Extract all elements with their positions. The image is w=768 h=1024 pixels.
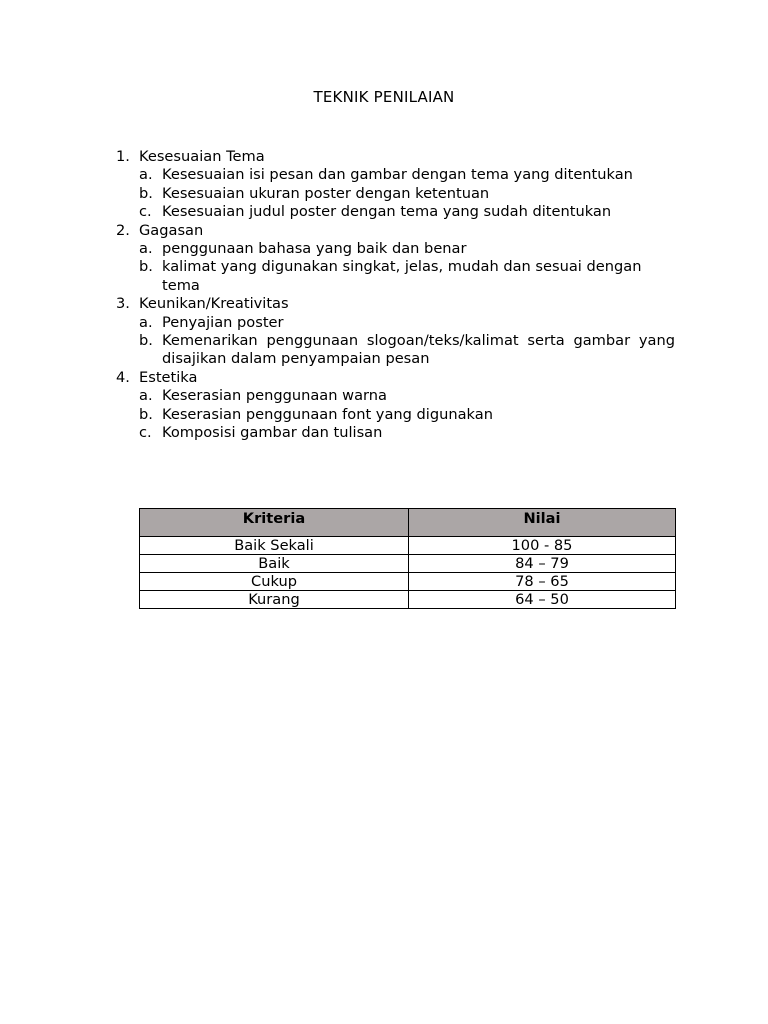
criterion-label: Kesesuaian Tema — [139, 148, 265, 165]
subitem-letter: c. — [139, 203, 152, 221]
criterion-subitem — [116, 387, 675, 405]
criterion-subitem — [116, 314, 675, 332]
table-header-row — [140, 509, 676, 537]
score-table-container — [139, 508, 675, 609]
subitem-letter: c. — [139, 424, 152, 442]
subitem-text: Kesesuaian isi pesan dan gambar dengan tema yang ditentukan — [162, 166, 633, 184]
criterion-subitem — [116, 203, 675, 221]
table-row — [140, 555, 676, 573]
criterion-label: Keunikan/Kreativitas — [139, 295, 289, 313]
subitem-text: Keserasian penggunaan warna — [162, 387, 387, 405]
subitem-letter: a. — [139, 313, 153, 331]
page-title: TEKNIK PENILAIAN — [313, 88, 455, 106]
criteria-list — [116, 148, 675, 443]
table-cell-nilai: 100 - 85 — [409, 537, 676, 555]
criterion-label: Estetika — [139, 368, 198, 386]
subitem-text: Kesesuaian ukuran poster dengan ketentuan — [162, 184, 490, 202]
subitem-letter: a. — [139, 387, 153, 405]
table-cell-kriteria: Baik Sekali — [140, 537, 409, 555]
table-cell-kriteria: Baik — [140, 555, 409, 573]
criterion-number: 2. — [116, 221, 130, 239]
table-cell-nilai: 64 – 50 — [409, 591, 676, 609]
table-header-nilai: Nilai — [409, 509, 676, 537]
criterion-item — [116, 295, 675, 313]
criterion-subitem — [116, 258, 675, 295]
criterion-subitem — [116, 166, 675, 184]
table-cell-kriteria: Kurang — [140, 591, 409, 609]
subitem-letter: a. — [139, 240, 153, 258]
criterion-subitem — [116, 185, 675, 203]
criterion-number: 4. — [116, 368, 130, 386]
subitem-letter: b. — [139, 405, 153, 423]
score-table — [139, 508, 676, 609]
criterion-item — [116, 222, 675, 240]
criterion-subitem — [116, 240, 675, 258]
subitem-text: Kesesuaian judul poster dengan tema yang sudah ditentukan — [162, 203, 612, 221]
subitem-letter: b. — [139, 332, 153, 350]
table-row — [140, 573, 676, 591]
criterion-item — [116, 369, 675, 387]
criterion-number: 3. — [116, 295, 130, 313]
subitem-text: Komposisi gambar dan tulisan — [162, 424, 383, 442]
subitem-text: Kemenarikan penggunaan slogoan/teks/kalimat serta gambar yang disajikan dalam penyampaian pesan — [162, 332, 675, 368]
subitem-text: Penyajian poster — [162, 313, 284, 331]
criterion-subitem — [116, 424, 675, 442]
subitem-letter: b. — [139, 184, 153, 202]
table-row — [140, 591, 676, 609]
subitem-letter: b. — [139, 258, 153, 276]
criterion-subitem — [116, 406, 675, 424]
criterion-item — [116, 148, 675, 166]
criterion-label: Gagasan — [139, 221, 204, 239]
subitem-text: penggunaan bahasa yang baik dan benar — [162, 240, 467, 258]
subitem-letter: a. — [139, 166, 153, 184]
subitem-text: Keserasian penggunaan font yang digunakan — [162, 405, 493, 423]
table-row — [140, 537, 676, 555]
table-cell-kriteria: Cukup — [140, 573, 409, 591]
criterion-number: 1. — [116, 148, 130, 165]
table-cell-nilai: 78 – 65 — [409, 573, 676, 591]
table-cell-nilai: 84 – 79 — [409, 555, 676, 573]
criterion-subitem — [116, 332, 675, 369]
subitem-text: kalimat yang digunakan singkat, jelas, mudah dan sesuai dengan tema — [162, 258, 642, 294]
table-header-kriteria: Kriteria — [140, 509, 409, 537]
